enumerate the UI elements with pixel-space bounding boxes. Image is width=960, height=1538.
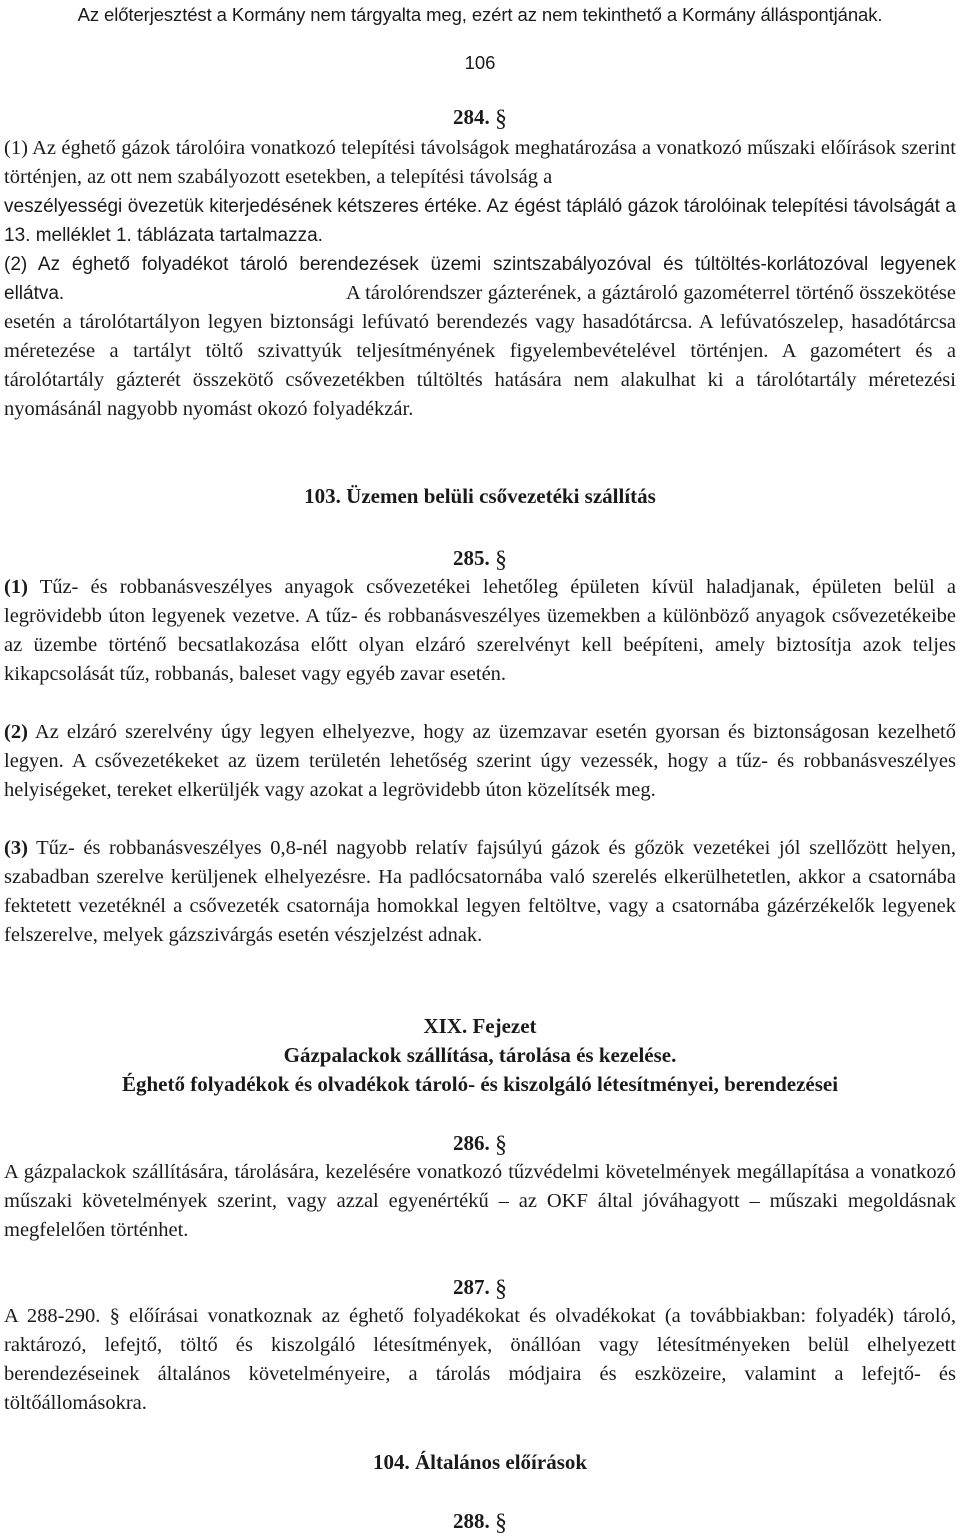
subchapter-103-heading: 103. Üzemen belüli csővezetéki szállítás — [304, 484, 656, 508]
section-284-para-2-part-2 — [4, 279, 956, 424]
section-sign: § — [109, 1305, 120, 1327]
paragraph-text: Tűz- és robbanásveszélyes anyagok csővezetékei lehetőleg épületen kívül haladjanak, épületen belül a legrövidebb úton legyenek vezetve. A tűz- és robbanásveszélyes üzemekben a különböző anyagok csővezetékeibe az üzembe történő becsatlakozása előtt olyan elzáró szerelvényt kell beépíteni, amely biztosítja azok teljes kikapcsolását tűz, robbanás, baleset vagy egyéb zavar esetén. — [4, 576, 956, 685]
section-sign: § — [495, 1132, 507, 1158]
section-number: 287. — [453, 1275, 490, 1299]
section-sign: § — [495, 547, 507, 573]
paragraph-text: Tűz- és robbanásveszélyes 0,8-nél nagyobb relatív fajsúlyú gázok és gőzök vezetékei jól szellőzött helyen, szabadban szerelve kerüljenek elhelyezésre. Ha padlócsatornába való szerelés elkerülhetetlen, akkor a csatornába fektetett vezetéknél a csővezeték csatornája homokkal legyen feltöltve, vagy a csatornába gázérzékelők legyenek felszerelve, melyek gázszivárgás esetén vészjelzést adnak. — [4, 837, 956, 946]
section-285-para-3 — [4, 834, 956, 950]
section-287-text — [4, 1302, 956, 1418]
paragraph-text: veszélyességi övezetük kiterjedésének kétszeres értéke. Az égést tápláló gázok tárolóinak telepítési távolságát a 13. melléklet 1. táblázata tartalmazza. — [4, 196, 956, 246]
section-284-para-1-part-2 — [4, 192, 956, 250]
section-number: 285. — [453, 546, 490, 570]
paragraph-text: előírásai vonatkoznak az éghető folyadékokat és olvadékokat (a továbbiakban: folyadék) tároló, raktározó, lefejtő, töltő és kiszolgáló létesítmények, önállóan vagy létesítményeken belül elhelyezett berendezéseinek általános követelményeire, a tárolás módjaira és eszközeire, valamint a lefejtő- és töltőállomásokra. — [4, 1305, 957, 1414]
section-sign: § — [495, 106, 507, 132]
chapter-title: XIX. Fejezet — [423, 1014, 537, 1038]
section-285-heading — [4, 545, 956, 572]
paragraph-text: (2) Az éghető folyadékot tároló berendezések üzemi szintszabályozóval és túltöltés-korlátozóval legyenek ellátva. — [4, 254, 956, 304]
chapter-subtitle-2: Éghető folyadékok és olvadékok tároló- és kiszolgáló létesítményei, berendezései — [121, 1072, 839, 1096]
paragraph-number: (1) — [4, 576, 28, 598]
page-number: 106 — [464, 52, 496, 73]
section-number: 284. — [453, 105, 490, 129]
section-sign: § — [495, 1276, 507, 1302]
section-number: 288. — [453, 1509, 490, 1533]
paragraph-text: A tárolórendszer gázterének, a gáztároló gazométerrel történő összekötése esetén a tárolótartályon legyen biztonsági lefúvató berendezés vagy hasadótárcsa. A lefúvatószelep, hasadótárcsa méretezése a tartályt töltő szivattyúk teljesítményének figyelembevételével történjen. A gazométert és a tárolótartály gázterét összekötő csővezetékben túltöltés hatására nem alakulhat ki a tárolótartály méretezési nyomásánál nagyobb nyomást okozó folyadékzár. — [4, 282, 956, 420]
paragraph-text: Az elzáró szerelvény úgy legyen elhelyezve, hogy az üzemzavar esetén gyorsan és biztonságosan kezelhető legyen. A csővezetékeket az üzem területén lehetőség szerint úgy vezessék, hogy a tűz- és robbanásveszélyes helyiségeket, tereket elkerüljék vagy azokat a legrövidebb úton közelítsék meg. — [4, 721, 956, 801]
paragraph-number: (2) — [4, 721, 28, 743]
paragraph-number: (3) — [4, 837, 28, 859]
paragraph-text: A gázpalackok szállítására, tárolására, kezelésére vonatkozó tűzvédelmi követelmények megállapítása a vonatkozó műszaki követelmények szerint, vagy azzal egyenértékű – az OKF által jóváhagyott – műszaki megoldásnak megfelelően történhet. — [4, 1161, 956, 1241]
section-285-para-1 — [4, 573, 956, 689]
section-285-para-2 — [4, 718, 956, 805]
page-header-notice: Az előterjesztést a Kormány nem tárgyalta meg, ezért az nem tekinthető a Kormány álláspontjának. — [77, 4, 883, 25]
section-284-heading — [4, 104, 956, 131]
section-287-heading — [4, 1274, 956, 1301]
section-sign: § — [495, 1510, 507, 1536]
paragraph-text: (1) Az éghető gázok tárolóira vonatkozó telepítési távolságok meghatározása a vonatkozó műszaki előírások szerint történjen, az ott nem szabályozott esetekben, a telepítési távolság a — [4, 137, 956, 188]
section-number: 286. — [453, 1131, 490, 1155]
subchapter-104-heading: 104. Általános előírások — [372, 1450, 588, 1474]
section-288-heading — [4, 1508, 956, 1535]
section-286-text — [4, 1158, 956, 1245]
section-284-para-1-part-1 — [4, 134, 956, 192]
chapter-subtitle-1: Gázpalackok szállítása, tárolása és kezelése. — [283, 1043, 677, 1067]
section-286-heading — [4, 1130, 956, 1157]
chapter-heading — [4, 1012, 956, 1099]
paragraph-text-start: A 288-290. — [4, 1305, 101, 1327]
